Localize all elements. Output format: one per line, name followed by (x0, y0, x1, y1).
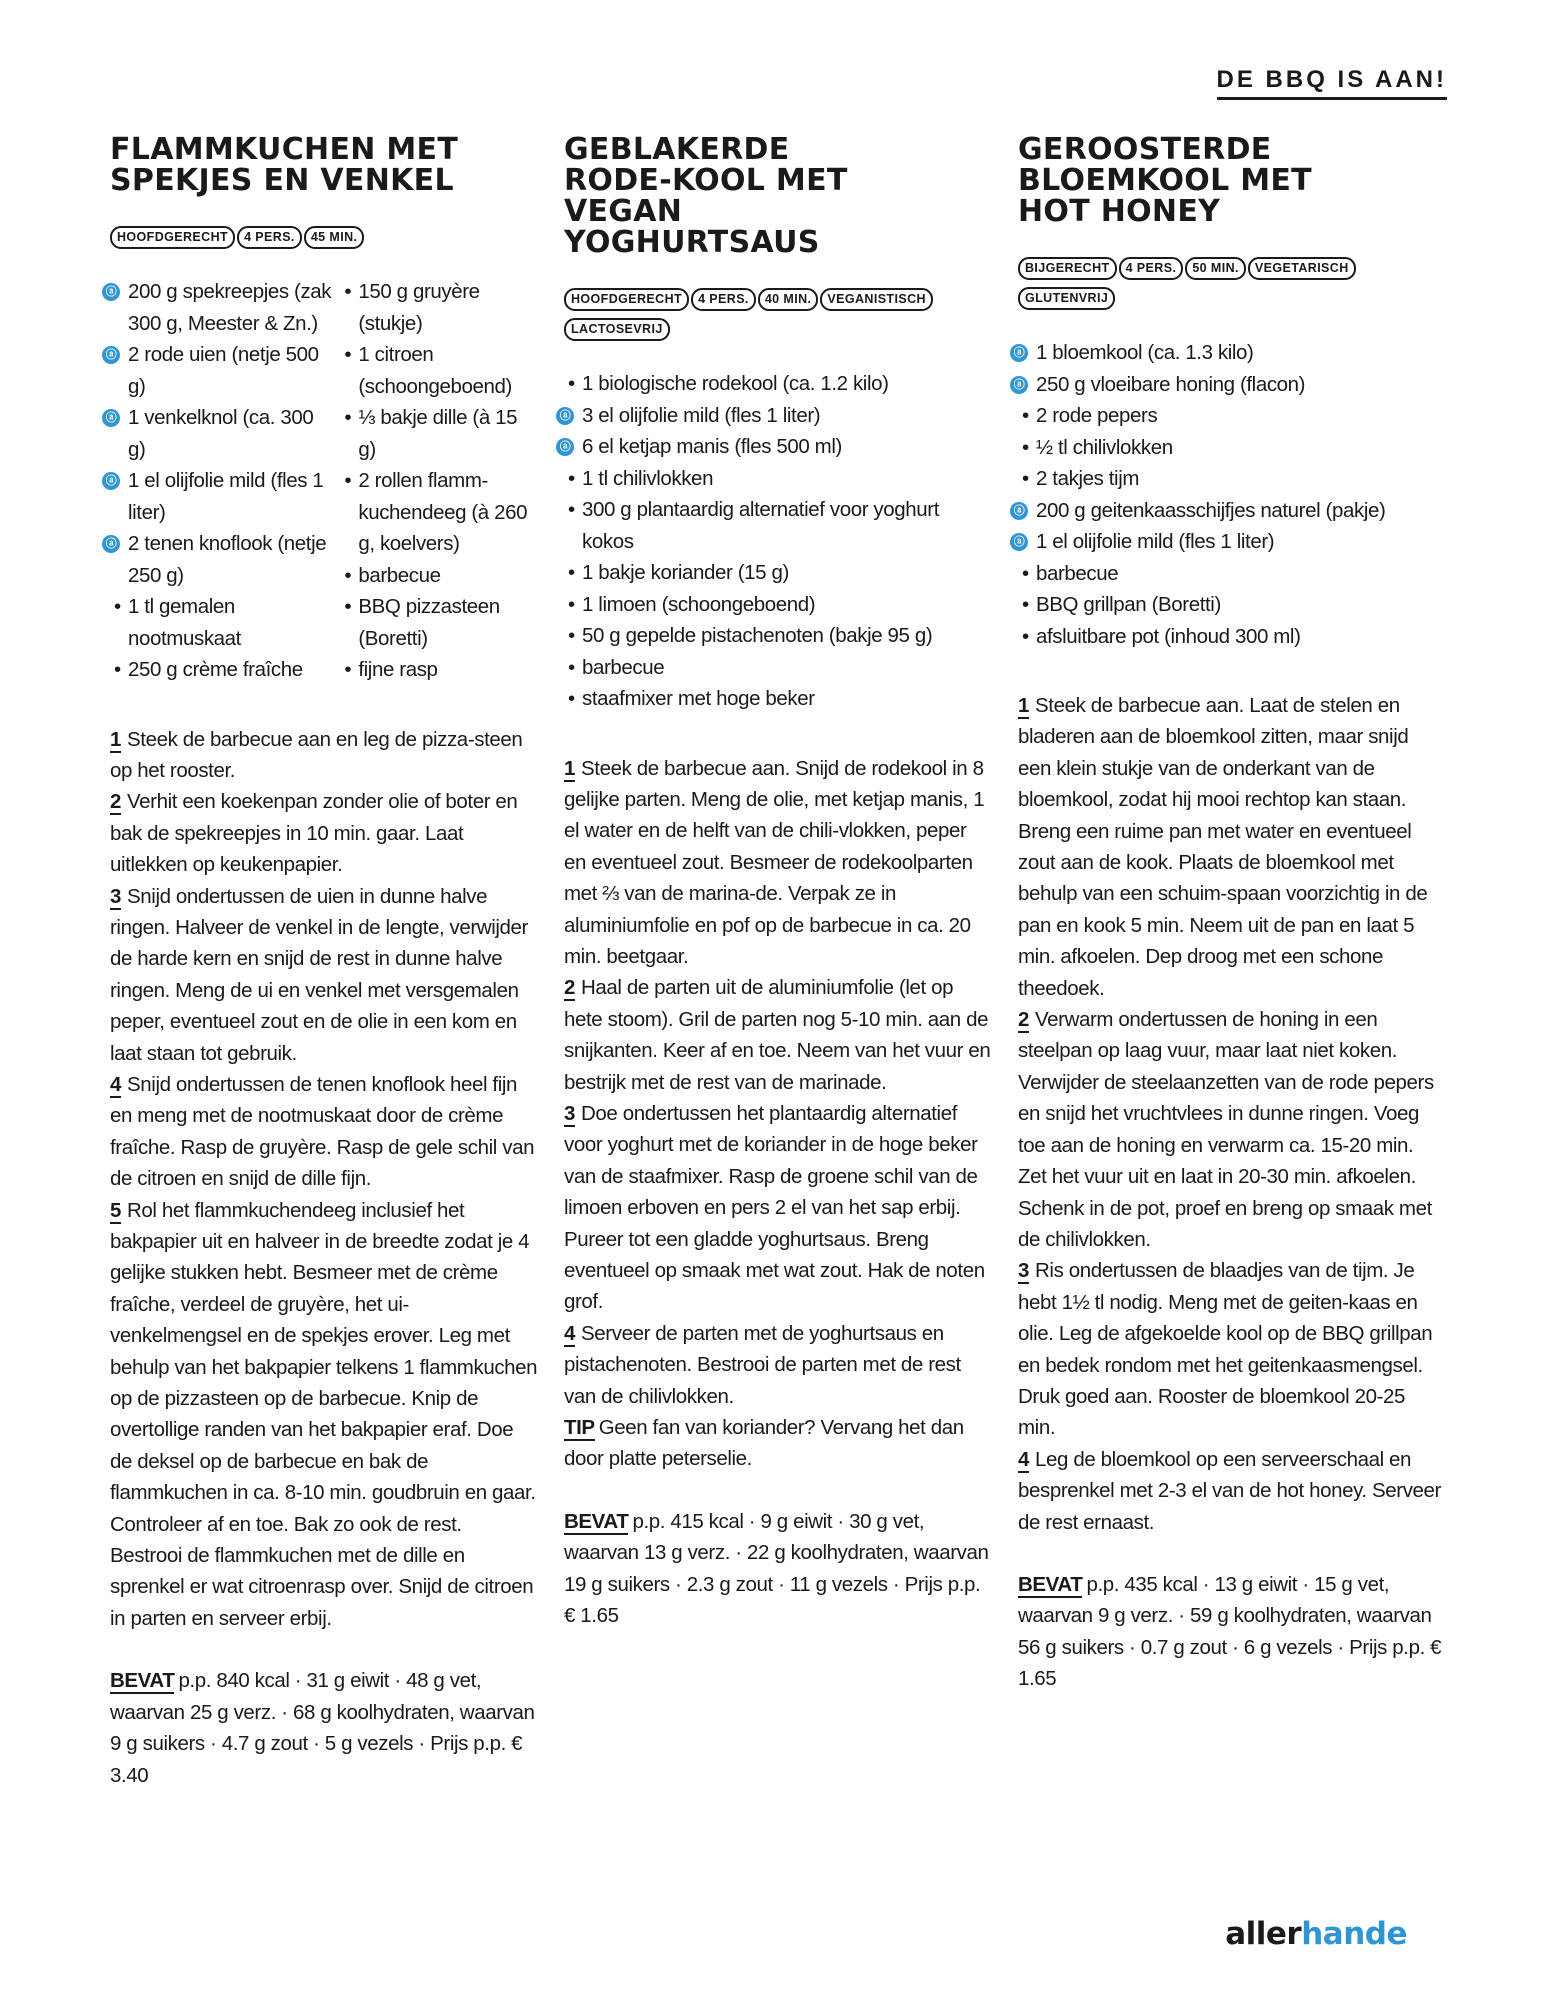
recipe-tag: 45 MIN. (304, 226, 365, 249)
ah-product-icon: ⓐ (1010, 344, 1028, 362)
recipe-title: FLAMMKUCHEN MET SPEKJES EN VENKEL (110, 132, 459, 198)
tip (564, 1412, 992, 1475)
step-text: Serveer de parten met de yoghurtsaus en pistachenoten. Bestrooi de parten met de rest van de chilivlokken. (564, 1321, 961, 1408)
step-number: 3 (1018, 1259, 1030, 1283)
recipe-title: GEBLAKERDE RODE-KOOL MET VEGAN YOGHURTSAUS (564, 132, 848, 260)
step (564, 1098, 992, 1318)
ah-product-icon: ⓐ (556, 438, 574, 456)
ingredient-text: 50 g gepelde pistachenoten (bakje 95 g) (582, 624, 933, 647)
ingredient-item (105, 339, 332, 402)
ingredient-text: 1 el olijfolie mild (fles 1 liter) (128, 469, 324, 524)
step-text: Steek de barbecue aan. Snijd de rodekool in 8 gelijke parten. Meng de olie, met ketjap manis, 1 el water en de helft van de chili-vlokken, peper en eventueel zout. Besmeer de rodekoolparten met ⅔ van de marina-de. Verpak ze in aluminiumfolie en pof op de barbecue in ca. 20 min. beetgaar. (564, 756, 985, 968)
tip-text: Geen fan van koriander? Vervang het dan door platte peterselie. (564, 1416, 964, 1471)
preparation-steps (110, 724, 538, 1635)
ingredient-item (1018, 400, 1446, 432)
step-text: Steek de barbecue aan en leg de pizza-steen op het rooster. (110, 727, 523, 782)
ingredient-text: 150 g gruyère (stukje) (358, 280, 480, 335)
ingredient-item (1018, 621, 1446, 653)
bullet-icon: • (1022, 624, 1029, 648)
ah-product-icon: ⓐ (102, 535, 120, 553)
ingredient-text: 200 g spekreepjes (zak 300 g, Meester & Zn.) (128, 280, 332, 335)
ingredient-item (105, 402, 332, 465)
ingredient-text: 300 g plantaardig alternatief voor yoghurt kokos (582, 498, 940, 553)
ingredient-text: 2 rode pepers (1036, 404, 1158, 427)
step-number: 4 (110, 1072, 122, 1096)
tip-label: TIP (564, 1416, 595, 1440)
recipe-column-rodekool (559, 132, 992, 1631)
step-text: Verhit een koekenpan zonder olie of boter en bak de spekreepjes in 10 min. gaar. Laat uitlekken op keukenpapier. (110, 790, 518, 877)
nutrition-info (1018, 1569, 1446, 1695)
step-text: Rol het flammkuchendeeg inclusief het bakpapier uit en halveer in de breedte zodat je 4 gelijke stukken hebt. Besmeer met de crème fraîche, verdeel de gruyère, het ui-venkelmengsel en de spekjes erover. Leg met behulp van het bakpapier telkens 1 flammkuchen op de pizzasteen op de barbecue. Knip de overtollige randen van het bakpapier eraf. Doe de deksel op de barbecue en bak de flammkuchen in ca. 8-10 min. goudbruin en gaar. Controleer af en toe. Bak zo ook de rest. Bestrooi de flammkuchen met de dille en sprenkel er wat citroenrasp over. Snijd de citroen in parten en serveer erbij. (110, 1198, 538, 1630)
nutrition-text: p.p. 840 kcal · 31 g eiwit · 48 g vet, waarvan 25 g verz. · 68 g koolhydraten, waarvan 9 g suikers · 4.7 g zout · 5 g vezels · Prijs p.p. € 3.40 (110, 1669, 535, 1787)
ah-product-icon: ⓐ (102, 346, 120, 364)
step-number: 3 (110, 884, 122, 908)
ingredient-item (559, 431, 992, 463)
step-text: Haal de parten uit de aluminiumfolie (let op hete stoom). Gril de parten nog 5-10 min. aan de snijkanten. Keer af en toe. Neem van het vuur en bestrijk met de rest van de marinade. (564, 976, 991, 1094)
step (110, 724, 538, 787)
bullet-icon: • (568, 655, 575, 679)
bullet-icon: • (1022, 561, 1029, 585)
recipe-tag: HOOFDGERECHT (564, 288, 689, 311)
ingredient-text: 1 biologische rodekool (ca. 1.2 kilo) (582, 372, 889, 395)
ingredient-item (564, 368, 992, 400)
ah-product-icon: ⓐ (556, 407, 574, 425)
ingredient-text: 1 el olijfolie mild (fles 1 liter) (1036, 530, 1275, 553)
step (110, 1195, 538, 1635)
recipe-tag: 40 MIN. (758, 288, 819, 311)
ingredient-item (559, 400, 992, 432)
ingredient-text: 1 bloemkool (ca. 1.3 kilo) (1036, 341, 1254, 364)
ingredient-item (564, 683, 992, 715)
ingredient-text: staafmixer met hoge beker (582, 687, 815, 710)
ingredient-item (1013, 337, 1446, 369)
recipe-tags (1018, 253, 1446, 313)
ingredient-text: 2 takjes tijm (1036, 467, 1140, 490)
ingredients-list-2 (340, 276, 538, 686)
recipe-tag: LACTOSEVRIJ (564, 318, 670, 341)
ingredient-text: afsluitbare pot (inhoud 300 ml) (1036, 624, 1301, 648)
step (110, 1069, 538, 1195)
step-text: Steek de barbecue aan. Laat de stelen en bladeren aan de bloemkool zitten, maar snijd een klein stukje van de onderkant van de bloemkool, zodat hij mooi rechtop kan staan. Breng een ruime pan met water en eventueel zout aan de kook. Plaats de bloemkool met behulp van een schuim-spaan voorzichtig in de pan en kook 5 min. Neem uit de pan en laat 5 min. afkoelen. Dep droog met een schone theedoek. (1018, 694, 1428, 1000)
ingredient-text: 1 venkelknol (ca. 300 g) (128, 406, 314, 461)
ingredient-text: 1 bakje koriander (15 g) (582, 561, 789, 584)
bullet-icon: • (568, 561, 575, 584)
step (1018, 1255, 1446, 1443)
recipe-tags (564, 284, 992, 344)
ingredient-text: 1 limoen (schoongeboend) (582, 592, 816, 616)
bullet-icon: • (1022, 435, 1029, 459)
ingredient-item (340, 276, 538, 339)
ingredient-item (110, 591, 332, 654)
preparation-steps (1018, 690, 1446, 1538)
step-text: Verwarm ondertussen de honing in een steelpan op laag vuur, maar laat niet koken. Verwijder de steelaanzetten van de rode pepers en snijd het vruchtvlees in dunne ringen. Voeg toe aan de honing en verwarm ca. 15-20 min. Zet het vuur uit en laat in 20-30 min. afkoelen. Schenk in de pot, proef en breng op smaak met de chilivlokken. (1018, 1008, 1434, 1251)
bullet-icon: • (568, 592, 575, 616)
ingredient-text: 1 tl gemalen nootmuskaat (128, 595, 241, 650)
bullet-icon: • (568, 624, 575, 647)
bullet-icon: • (344, 563, 352, 587)
bullet-icon: • (114, 595, 121, 618)
nutrition-info (564, 1506, 992, 1632)
bullet-icon: • (344, 343, 352, 366)
ah-product-icon: ⓐ (1010, 502, 1028, 520)
step-number: 5 (110, 1198, 122, 1222)
bullet-icon: • (344, 406, 352, 429)
recipe-tag: 4 PERS. (237, 226, 302, 249)
step-number: 2 (1018, 1008, 1030, 1032)
ingredient-item (110, 654, 332, 686)
step-number: 2 (564, 976, 576, 1000)
bullet-icon: • (568, 466, 575, 490)
bullet-icon: • (114, 658, 121, 681)
ingredient-text: 1 tl chilivlokken (582, 466, 714, 490)
nutrition-text: p.p. 435 kcal · 13 g eiwit · 15 g vet, waarvan 9 g verz. · 59 g koolhydraten, waarvan 56 g suikers · 0.7 g zout · 6 g vezels · Prijs p.p. € 1.65 (1018, 1572, 1442, 1691)
step (564, 972, 992, 1098)
step-number: 1 (110, 727, 122, 751)
nutrition-info (110, 1665, 538, 1791)
ingredients-list (1013, 337, 1446, 652)
ingredient-text: barbecue (582, 655, 665, 679)
ingredient-text: barbecue (358, 563, 441, 587)
ingredient-item (340, 654, 538, 686)
recipe-tag: HOOFDGERECHT (110, 226, 235, 249)
recipe-tag: 4 PERS. (1119, 257, 1184, 280)
bullet-icon: • (344, 469, 352, 492)
ingredient-item (1018, 589, 1446, 621)
ingredients-list (559, 368, 992, 715)
ingredient-item (340, 591, 538, 654)
nutrition-label: BEVAT (110, 1669, 175, 1693)
step-number: 1 (564, 756, 576, 780)
ingredient-item (564, 620, 992, 652)
bullet-icon: • (344, 658, 352, 681)
ingredient-item (340, 560, 538, 592)
ingredient-item (1013, 495, 1446, 527)
recipe-tag: GLUTENVRIJ (1018, 287, 1115, 310)
recipe-tag: VEGETARISCH (1248, 257, 1356, 280)
section-tag: DE BBQ IS AAN! (1217, 66, 1447, 100)
ingredient-text: fijne rasp (358, 658, 438, 681)
step-text: Doe ondertussen het plantaardig alternatief voor yoghurt met de koriander in de hoge beker van de staafmixer. Rasp de groene schil van de limoen erboven en pers 2 el van het sap erbij. Pureer tot een gladde yoghurtsaus. Breng eventueel op smaak met wat zout. Hak de noten grof. (564, 1101, 985, 1314)
step-text: Snijd ondertussen de tenen knoflook heel fijn en meng met de nootmuskaat door de crème fraîche. Rasp de gruyère. Rasp de gele schil van de citroen en snijd de dille fijn. (110, 1072, 535, 1191)
ah-product-icon: ⓐ (102, 409, 120, 427)
recipe-column-bloemkool (1013, 132, 1446, 1695)
ingredient-item (1018, 558, 1446, 590)
bullet-icon: • (344, 595, 352, 618)
recipe-tags (110, 222, 538, 252)
bullet-icon: • (344, 280, 352, 303)
step (564, 1318, 992, 1412)
ingredient-text: ½ tl chilivlokken (1036, 435, 1173, 459)
ingredients-list-1 (105, 276, 332, 686)
bullet-icon: • (1022, 467, 1029, 490)
ingredient-item (1018, 432, 1446, 464)
step-number: 4 (564, 1321, 576, 1345)
ingredient-text: BBQ grillpan (Boretti) (1036, 593, 1221, 616)
ingredients-grid (105, 276, 538, 686)
step-number: 3 (564, 1101, 576, 1125)
step-number: 2 (110, 790, 122, 814)
allerhande-logo: allerhande (1225, 1916, 1407, 1952)
ingredient-item (105, 276, 332, 339)
step (564, 753, 992, 973)
ingredient-text: 250 g vloeibare honing (flacon) (1036, 372, 1306, 396)
preparation-steps (564, 753, 992, 1413)
nutrition-text: p.p. 415 kcal · 9 g eiwit · 30 g vet, waarvan 13 g verz. · 22 g koolhydraten, waarvan 19 g suikers · 2.3 g zout · 11 g vezels · Prijs p.p. € 1.65 (564, 1509, 989, 1628)
ingredient-text: 2 rollen flamm-kuchendeeg (à 260 g, koelvers) (358, 469, 528, 555)
ingredient-text: 1 citroen (schoongeboend) (358, 343, 512, 398)
ingredient-item (105, 528, 332, 591)
step (1018, 1004, 1446, 1255)
recipe-column-flammkuchen (105, 132, 538, 1791)
bullet-icon: • (568, 687, 575, 710)
nutrition-label: BEVAT (1018, 1572, 1083, 1596)
recipe-tag: 4 PERS. (691, 288, 756, 311)
ingredient-text: BBQ pizzasteen (Boretti) (358, 595, 500, 650)
step (1018, 690, 1446, 1004)
recipe-title: GEROOSTERDE BLOEMKOOL MET HOT HONEY (1018, 132, 1312, 229)
bullet-icon: • (568, 372, 575, 395)
ingredient-text: 3 el olijfolie mild (fles 1 liter) (582, 403, 821, 427)
ingredient-item (340, 465, 538, 560)
ingredient-item (564, 557, 992, 589)
ingredient-item (564, 494, 992, 557)
ingredient-text: ⅓ bakje dille (à 15 g) (358, 406, 518, 461)
step-text: Leg de bloemkool op een serveerschaal en besprenkel met 2-3 el van de hot honey. Serveer de rest ernaast. (1018, 1447, 1441, 1534)
step-text: Snijd ondertussen de uien in dunne halve ringen. Halveer de venkel in de lengte, verwijder de harde kern en snijd de rest in dunne halve ringen. Meng de ui en venkel met versgemalen peper, eventueel zout en de olie in een kom en laat staan tot gebruik. (110, 884, 528, 1065)
recipe-tag: BIJGERECHT (1018, 257, 1117, 280)
ingredient-item (1013, 369, 1446, 401)
ingredient-text: 2 tenen knoflook (netje 250 g) (128, 532, 327, 587)
ingredient-text: 2 rode uien (netje 500 g) (128, 343, 319, 398)
ingredient-item (564, 589, 992, 621)
ingredient-text: barbecue (1036, 561, 1119, 585)
nutrition-label: BEVAT (564, 1509, 629, 1533)
ah-product-icon: ⓐ (1010, 376, 1028, 394)
ingredient-item (340, 402, 538, 465)
recipe-tag: VEGANISTISCH (820, 288, 933, 311)
step-number: 4 (1018, 1447, 1030, 1471)
recipe-tag: 50 MIN. (1185, 257, 1246, 280)
step-number: 1 (1018, 694, 1030, 717)
step (110, 881, 538, 1069)
ingredient-text: 6 el ketjap manis (fles 500 ml) (582, 435, 842, 458)
ah-product-icon: ⓐ (102, 283, 120, 301)
bullet-icon: • (1022, 404, 1029, 427)
ingredient-item (564, 652, 992, 684)
ingredient-item (1013, 526, 1446, 558)
ah-product-icon: ⓐ (1010, 533, 1028, 551)
bullet-icon: • (568, 498, 575, 521)
ingredient-text: 250 g crème fraîche (128, 658, 303, 681)
bullet-icon: • (1022, 593, 1029, 616)
ingredient-item (105, 465, 332, 528)
ingredient-text: 200 g geitenkaasschijfjes naturel (pakje) (1036, 498, 1386, 522)
ingredient-item (340, 339, 538, 402)
ingredient-item (564, 463, 992, 495)
ingredient-item (1018, 463, 1446, 495)
step-text: Ris ondertussen de blaadjes van de tijm. Je hebt 1½ tl nodig. Meng met de geiten-kaas en olie. Leg de afgekoelde kool op de BBQ grillpan en bedek rondom met het geitenkaasmengsel. Druk goed aan. Rooster de bloemkool 20-25 min. (1018, 1259, 1433, 1440)
ah-product-icon: ⓐ (102, 472, 120, 490)
step (1018, 1444, 1446, 1538)
step (110, 786, 538, 880)
